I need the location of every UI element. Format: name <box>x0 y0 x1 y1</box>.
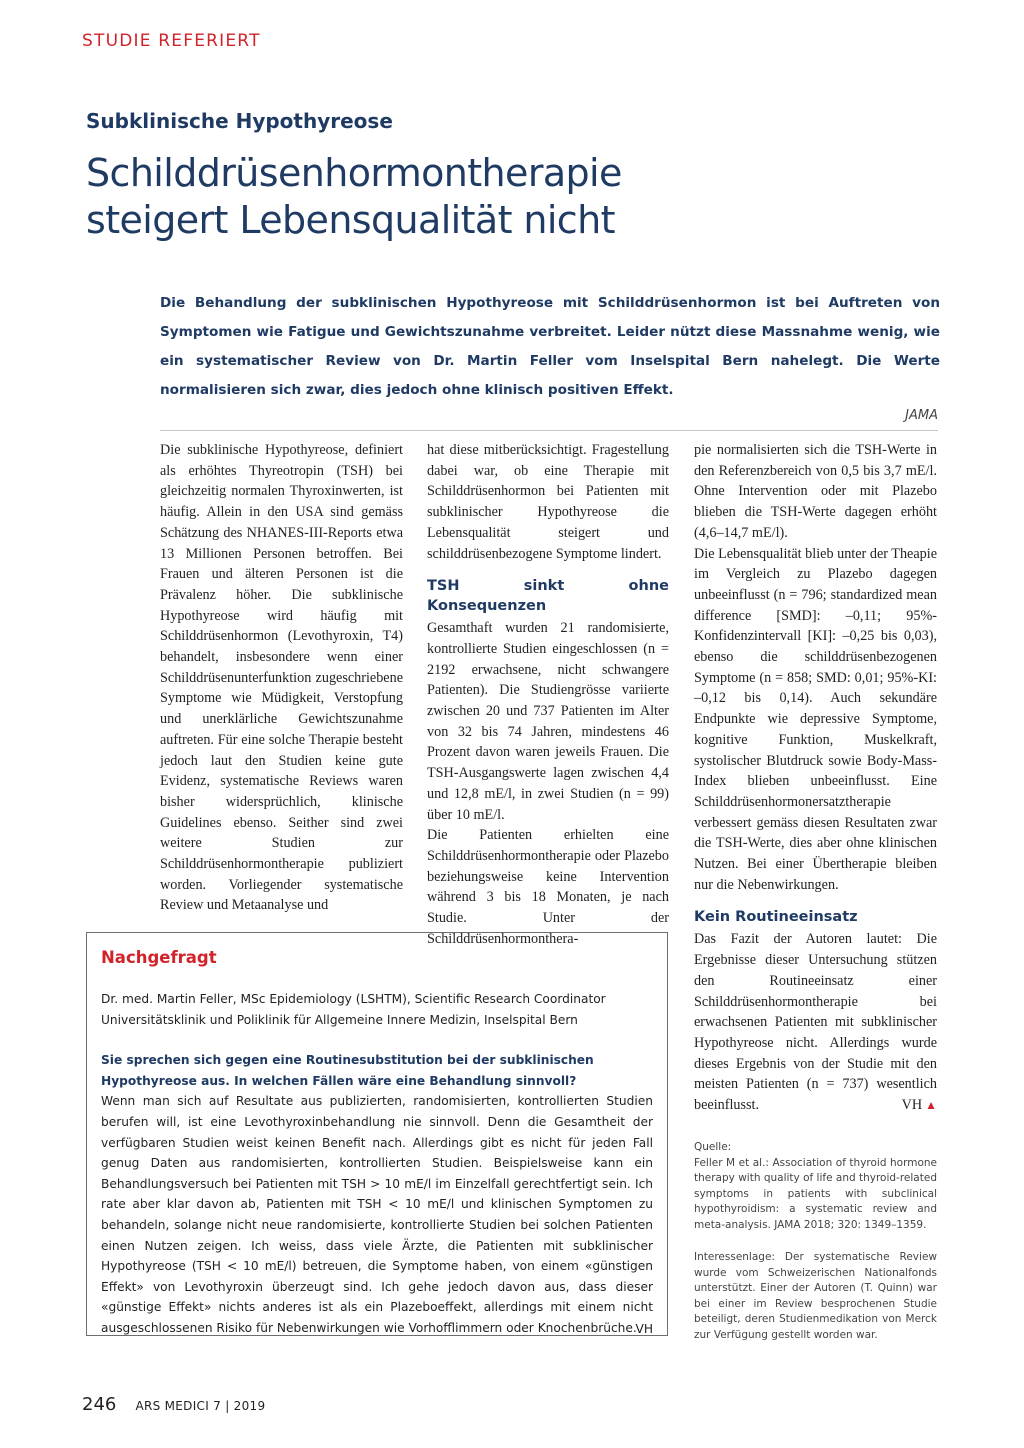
divider <box>160 430 938 431</box>
author-signature <box>902 1095 937 1116</box>
body-paragraph <box>694 929 937 1115</box>
source-citation: Feller M et al.: Association of thyroid hormone therapy with quality of life and thyroid-related symptoms in patients with subclinical hypothyroidism: a systematic review and meta-analysis. JAMA 2018; 320: 1349–1359. <box>694 1156 937 1231</box>
subheading: TSH sinkt ohne Konsequenzen <box>427 578 669 615</box>
body-paragraph: Gesamthaft wurden 21 randomisierte, kontrollierte Studien eingeschlossen (n = 2192 erwachsene, nicht schwangere Patienten). Die Studiengrösse variierte zwischen 20 und 737 Patienten im Alter von 32 bis 74 Jahren, mindestens 46 Prozent davon waren jeweils Frauen. Die TSH-Ausgangswerte lagen zwischen 4,4 und 12,8 mE/l, in zwei Studien (n = 99) über 10 mE/l. <box>427 620 669 823</box>
source-label: Quelle: <box>694 1141 732 1153</box>
article-title <box>86 150 766 244</box>
section-label: STUDIE REFERIERT <box>82 31 261 51</box>
page-footer <box>82 1394 265 1415</box>
body-paragraph: pie normalisierten sich die TSH-Werte in den Referenzbereich von 0,5 bis 3,7 mE/l. Ohne Intervention oder mit Plazebo blieben die TSH-Werte dagegen erhöht (4,6–14,7 mE/l). <box>694 442 937 541</box>
title-line-2: steigert Lebensqualität nicht <box>86 198 615 242</box>
conclusion-text: Das Fazit der Autoren lautet: Die Ergebnisse dieser Untersuchung stützen den Routineeinsatz einer Schilddrüsenhormontherapie bei erwachsenen Patienten mit subklinischer Hypothyreose nicht. Allerdings wurde dieses Ergebnis von der Studie mit den meisten Patienten (n = 737) wesentlich beeinflusst. <box>694 931 937 1114</box>
article-lead: Die Behandlung der subklinischen Hypothyreose mit Schilddrüsenhormon ist bei Auftreten von Symptomen wie Fatigue und Gewichtszunahme verbreitet. Leider nützt diese Massnahme wenig, wie ein systematischer Review von Dr. Martin Feller vom Inselspital Bern nahelegt. Die Werte normalisieren sich zwar, dies jedoch ohne klinisch positiven Effekt. <box>160 295 940 398</box>
body-paragraph: Die subklinische Hypothyreose, definiert als erhöhtes Thyreotropin (TSH) bei gleichzeitig normalen Thyroxinwerten, ist häufig. Allein in den USA sind gemäss Schätzung des NHANES-III-Reports etwa 13 Millionen Personen betroffen. Bei Frauen und älteren Personen ist die Prävalenz höher. Die subklinische Hypothyreose wird häufig mit Schilddrüsenhormon (Levothyroxin, T4) behandelt, insbesondere wenn einer Schilddrüsenunterfunktion zugeschriebene Symptome wie Müdigkeit, Verstopfung und unerklärliche Gewichtszunahme auftreten. Für eine solche Therapie besteht jedoch laut den Studien keine gute Evidenz, systematische Reviews waren bisher widersprüchlich, klinische Guidelines ebenso. Seither sind zwei weitere Studien zur Schilddrüsenhormontherapie publiziert worden. Vorliegender systematische Review und Metaanalyse und <box>160 442 403 914</box>
title-line-1: Schilddrüsenhormontherapie <box>86 151 622 195</box>
page-number: 246 <box>82 1394 117 1415</box>
signature-text: VH <box>901 1097 923 1114</box>
interviewee-line-1: Dr. med. Martin Feller, MSc Epidemiology (LSHTM), Scientific Research Coordinator <box>101 992 606 1006</box>
interview-signature: VH <box>635 1321 653 1336</box>
interviewee-info <box>101 989 653 1030</box>
interview-question: Sie sprechen sich gegen eine Routinesubstitution bei der subklinischen Hypothyreose aus. In welchen Fällen wäre eine Behandlung sinnvoll? <box>101 1053 594 1088</box>
body-paragraph: Die Patienten erhielten eine Schilddrüsenhormontherapie oder Plazebo beziehungsweise keine Intervention während 3 bis 18 Monaten, je nach Studie. Unter der Schilddrüsenhormonthera- <box>427 827 669 947</box>
interviewee-line-2: Universitätsklinik und Poliklinik für Allgemeine Innere Medizin, Inselspital Bern <box>101 1012 578 1027</box>
body-column-3 <box>694 440 937 1116</box>
interview-title: Nachgefragt <box>101 948 217 967</box>
body-column-1 <box>160 440 403 916</box>
body-paragraph: hat diese mitberücksichtigt. Fragestellung dabei war, ob eine Therapie mit Schilddrüsenhormon bei Patienten mit subklinischer Hypothyreose die Lebensqualität steigert und schilddrüsenbezogene Symptome lindert. <box>427 442 669 562</box>
subheading: Kein Routineeinsatz <box>694 909 858 926</box>
body-column-2 <box>427 440 669 949</box>
source-note <box>694 1140 937 1234</box>
conflict-of-interest-note: Interessenlage: Der systematische Review wurde vom Schweizerischen Nationalfonds unterstützt. Einer der Autoren (T. Quinn) war bei einer im Review besprochenen Studie beteiligt, deren Studienmedikation von Merck zur Verfügung gestellt worden war. <box>694 1251 937 1341</box>
article-kicker: Subklinische Hypothyreose <box>86 109 393 133</box>
journal-name: ARS MEDICI 7 | 2019 <box>135 1399 266 1413</box>
interview-box <box>86 932 668 1336</box>
body-paragraph: Die Lebensqualität blieb unter der Theapie im Vergleich zu Plazebo dagegen unbeeinflusst (n = 796; standardized mean difference [SMD]: –0,11; 95%-Konfidenzintervall [KI]: –0,25 bis 0,03), ebenso die schilddrüsenbezogenen Symptome (n = 858; SMD: 0,01; 95%-KI: –0,12 bis 0,14). Auch sekundäre Endpunkte wie depressive Symptome, kognitive Funktion, Muskelkraft, systolischer Blutdruck sowie Body-Mass-Index blieben unbeeinflusst. Eine Schilddrüsenhormonersatztherapie verbessert gemäss diesen Resultaten zwar die TSH-Werte, dies aber ohne klinischen Nutzen. Bei einer Übertherapie bleiben nur die Nebenwirkungen. <box>694 545 937 893</box>
interview-answer: Wenn man sich auf Resultate aus publizierten, randomisierten, kontrollierten Studien berufen will, ist eine Levothyroxinbehandlung nie sinnvoll. Denn die Gesamtheit der verfügbaren Studien weist keinen Benefit nach. Allerdings gibt es nicht für jeden Fall genug Daten aus randomisierten, kontrollierten Studien. Beispielsweise kann ein Behandlungsversuch bei Patienten mit TSH > 10 mE/l im Einzelfall gerechtfertigt sein. Ich rate aber klar davon ab, Patienten mit TSH < 10 mE/l und klinischen Symptomen zu behandeln, solange nicht neue randomisierte, kontrollierte Studien bei solchen Patienten einen Nutzen zeigen. Ich weiss, dass viele Ärzte, die Patienten mit subklinischer Hypothyreose (TSH < 10 mE/l) betreuen, die Symptome haben, von einem «günstigen Effekt» von Levothyroxin überzeugt sind. Ich gehe jedoch davon aus, dass dieser «günstige Effekt» nichts anderes ist als ein Plazeboeffekt, allerdings mit einem nicht ausgeschlossenen Risiko für Nebenwirkungen wie Vorhofflimmern oder Knochenbrüche. <box>101 1094 653 1335</box>
source-tag: JAMA <box>905 408 938 423</box>
end-triangle-icon: ▲ <box>925 1098 937 1113</box>
